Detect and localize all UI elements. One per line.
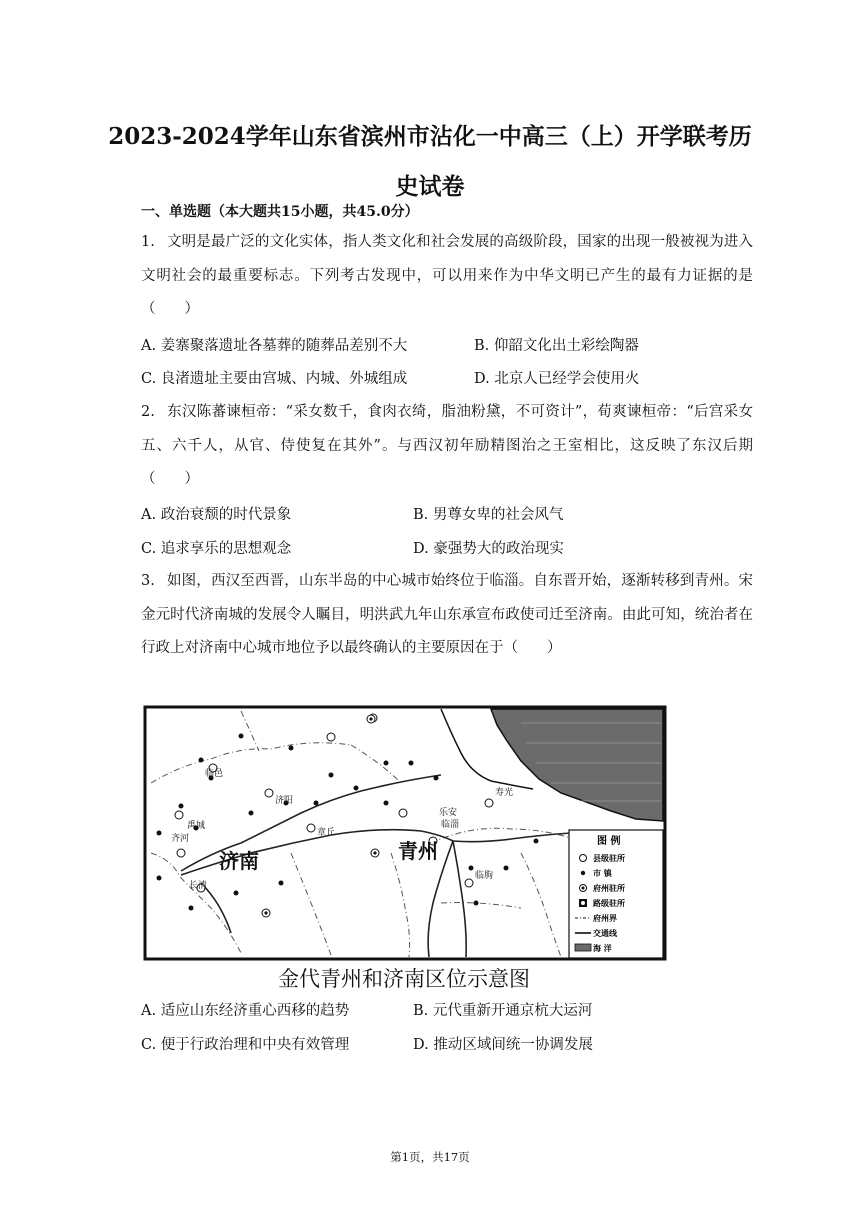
legend-item: 府州驻所 (593, 883, 625, 893)
page-title: 2023-2024学年山东省滨州市沾化一中高三（上）开学联考历史试卷 (108, 123, 752, 200)
map-label: 济阳 (275, 796, 294, 806)
question-2 (141, 396, 753, 497)
option-a: A. 姜寨聚落遗址各墓葬的随葬品差别不大 (141, 338, 408, 354)
map-label: 齐河 (171, 834, 190, 844)
legend-item: 海 洋 (593, 943, 612, 953)
option-c: C. 良渚遗址主要由宫城、内城、外城组成 (141, 371, 408, 387)
map-label: 乐安 (439, 808, 458, 818)
map-figure (141, 703, 667, 995)
option-d: D. 北京人已经学会使用火 (474, 371, 640, 387)
question-stem: 东汉陈蕃谏桓帝：“采女数千，食肉衣绮，脂油粉黛，不可资计”，荀爽谏桓帝：“后宫采女五、六千人，从官、侍使复在其外”。与西汉初年励精图治之王室相比，这反映了东汉后期（ ） (141, 404, 753, 487)
option-b: B. 男尊女卑的社会风气 (413, 507, 564, 523)
map-label: 长清 (189, 881, 208, 891)
option-a: A. 政治衰颓的时代景象 (141, 507, 292, 523)
question-3 (141, 565, 753, 666)
option-b: B. 元代重新开通京杭大运河 (413, 1003, 593, 1019)
question-number: 2. (141, 404, 155, 420)
question-stem: 如图，西汉至西晋，山东半岛的中心城市始终位于临淄。自东晋开始，逐渐转移到青州。宋金元时代济南城的发展令人瞩目，明洪武九年山东承宣布政使司迁至济南。由此可知，统治者在行政上对济南中心城市地位予以最终确认的主要原因在于（ ） (141, 573, 753, 656)
section-heading: 一、单选题（本大题共15小题，共45.0分） (141, 204, 419, 220)
option-d: D. 推动区域间统一协调发展 (413, 1037, 593, 1053)
option-c: C. 便于行政治理和中央有效管理 (141, 1037, 350, 1053)
question-1 (141, 226, 753, 327)
map-legend (569, 830, 663, 958)
legend-item: 县级驻所 (593, 853, 625, 863)
option-b: B. 仰韶文化出土彩绘陶器 (474, 338, 639, 354)
legend-item: 市 镇 (593, 868, 612, 878)
legend-title: 图 例 (597, 836, 621, 847)
legend-item: 交通线 (593, 928, 617, 938)
question-stem: 文明是最广泛的文化实体，指人类文化和社会发展的高级阶段，国家的出现一般被视为进入文明社会的最重要标志。下列考古发现中，可以用来作为中华文明已产生的最有力证据的是（ ） (141, 234, 753, 317)
map-label: 章丘 (317, 828, 336, 838)
legend-item: 路级驻所 (593, 898, 625, 908)
map-caption: 金代青州和济南区位示意图 (278, 967, 530, 991)
page-footer: 第1页，共17页 (390, 1150, 470, 1164)
map-label: 临邑 (205, 769, 224, 779)
option-d: D. 豪强势大的政治现实 (413, 541, 564, 557)
map-label: 禹城 (187, 821, 206, 831)
option-c: C. 追求享乐的思想观念 (141, 541, 292, 557)
map-label-qingzhou: 青州 (398, 839, 438, 863)
option-a: A. 适应山东经济重心西移的趋势 (141, 1003, 350, 1019)
map-label-jinan: 济南 (219, 849, 259, 873)
legend-item: 府州界 (593, 913, 617, 923)
question-number: 1. (141, 234, 155, 250)
map-label: 临朐 (475, 871, 494, 881)
question-number: 3. (141, 573, 155, 589)
map-label: 临淄 (441, 820, 460, 830)
map-label: 寿光 (495, 788, 514, 798)
